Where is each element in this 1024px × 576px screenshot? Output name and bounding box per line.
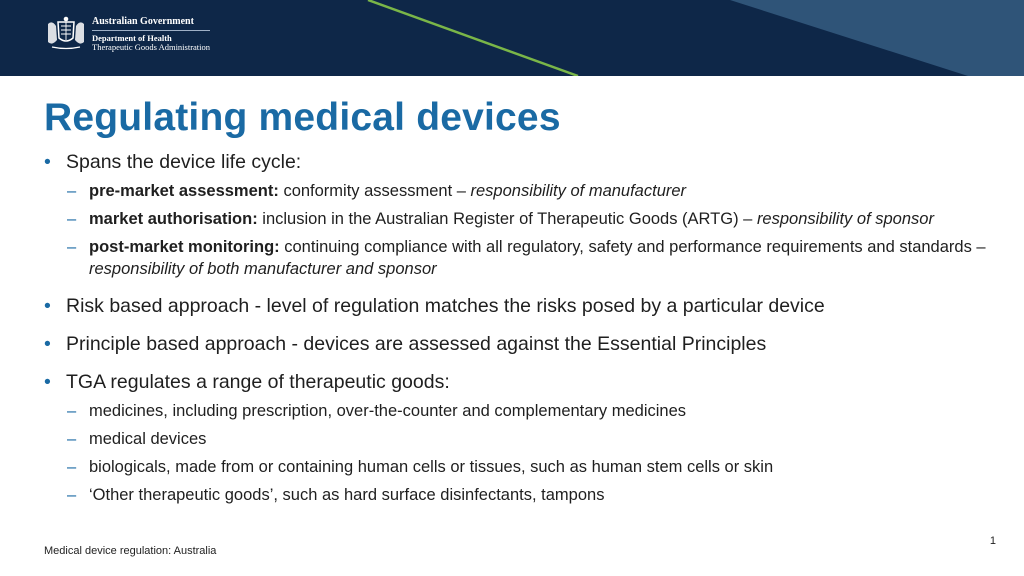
sub-bullet-market-authorisation [44, 208, 1004, 230]
bullet-marker: • [44, 151, 51, 173]
sub-bullet-text: biologicals, made from or containing human cells or tissues, such as human stem cells or skin [89, 458, 774, 476]
dash-marker: – [67, 402, 77, 420]
sub-bullet-text: medical devices [89, 430, 207, 448]
sub-bullet-biologicals [44, 456, 1004, 478]
department-name: Department of Health [92, 32, 172, 43]
sub-bullet-responsibility: responsibility of manufacturer [470, 182, 687, 200]
bullet-marker: • [44, 295, 51, 317]
government-name: Australian Government [92, 16, 210, 31]
sub-bullet-text: continuing compliance with all regulatory, safety and performance requirements and standards – [279, 238, 986, 256]
government-logo [44, 16, 210, 53]
bullet-lifecycle [44, 150, 1004, 174]
bullet-text: TGA regulates a range of therapeutic goods: [66, 371, 450, 393]
sub-bullet-post-market [44, 236, 1004, 280]
dash-marker: – [67, 210, 77, 228]
sub-bullet-text: inclusion in the Australian Register of Therapeutic Goods (ARTG) – [257, 210, 757, 228]
bullet-tga-regulates [44, 370, 1004, 394]
bullet-marker: • [44, 371, 51, 393]
dash-marker: – [67, 238, 77, 256]
dash-marker: – [67, 486, 77, 504]
sub-bullet-text: medicines, including prescription, over-the-counter and complementary medicines [89, 402, 687, 420]
sub-bullet-heading: pre-market assessment: [89, 182, 279, 200]
coat-of-arms-icon [44, 16, 88, 52]
sub-bullet-heading: market authorisation: [89, 210, 258, 228]
bullet-principle-based [44, 332, 1004, 356]
government-wordmark [92, 16, 210, 53]
bullet-text: Spans the device life cycle: [66, 151, 302, 173]
bullet-marker: • [44, 333, 51, 355]
bullet-text: Principle based approach - devices are assessed against the Essential Principles [66, 333, 767, 355]
sub-bullet-medicines [44, 400, 1004, 422]
sub-bullet-responsibility: responsibility of sponsor [756, 210, 934, 228]
sub-bullet-text: conformity assessment – [278, 182, 471, 200]
bullet-text: Risk based approach - level of regulation matches the risks posed by a particular device [66, 295, 825, 317]
page-number: 1 [989, 535, 996, 547]
sub-bullet-pre-market [44, 180, 1004, 202]
agency-name: Therapeutic Goods Administration [92, 42, 211, 53]
slide-title: Regulating medical devices [44, 96, 561, 139]
sub-bullet-medical-devices [44, 428, 1004, 450]
dash-marker: – [67, 430, 77, 448]
sub-bullet-text: ‘Other therapeutic goods’, such as hard surface disinfectants, tampons [89, 486, 605, 504]
sub-bullet-heading: post-market monitoring: [89, 238, 280, 256]
bullet-risk-based [44, 294, 1004, 318]
slide-footer: Medical device regulation: Australia [44, 545, 217, 557]
dash-marker: – [67, 182, 77, 200]
sub-bullet-other-goods [44, 484, 1004, 506]
sub-bullet-responsibility: responsibility of both manufacturer and sponsor [89, 260, 437, 278]
dash-marker: – [67, 458, 77, 476]
bullet-list [44, 150, 1004, 506]
